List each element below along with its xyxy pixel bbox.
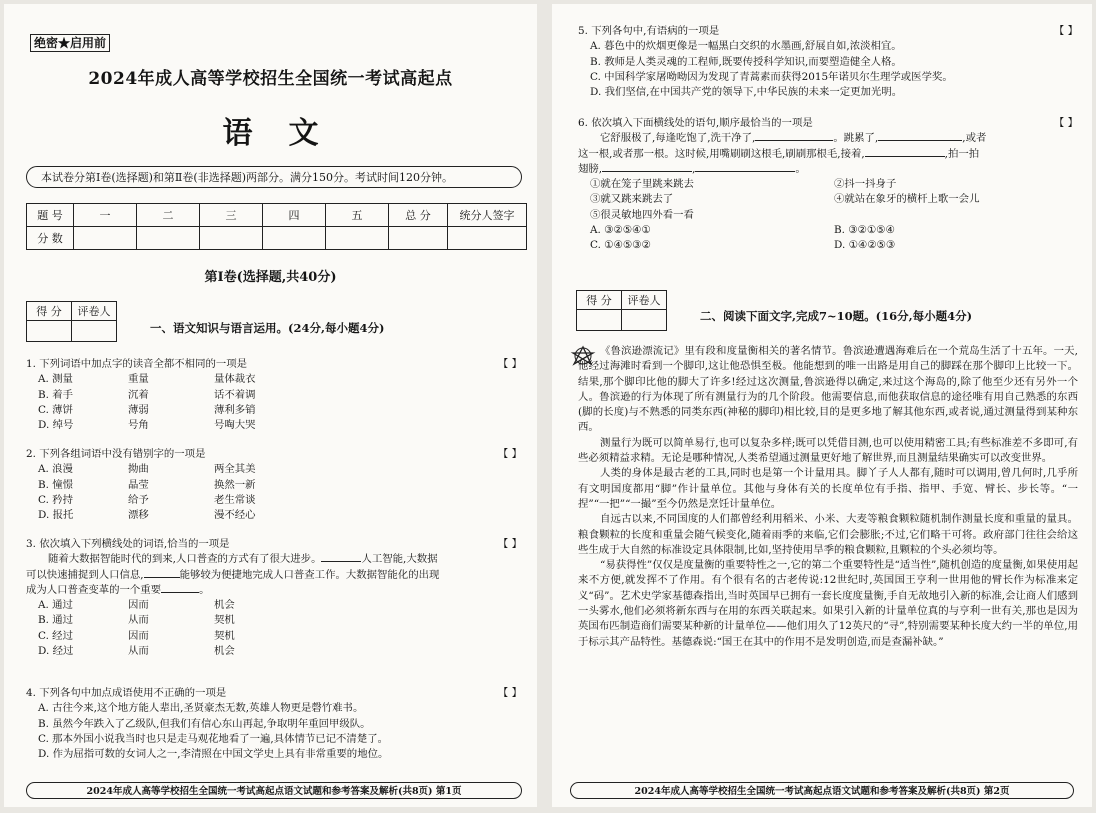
grader-score-cell (27, 321, 72, 342)
passage-paragraph: 人类的身体是最古老的工具,同时也是第一个计量用具。脚丫子人人都有,随时可以调用,曾几何时,几乎所有文明国度都用“脚”作计量单位。其他与身体有关的长度单位有手指、指甲、手宽、臂长、步长等。“一捏”“一把”“一撮”至今仍然是烹饪计量单位。 (578, 467, 1078, 510)
answer-box: 【 】 (1053, 25, 1078, 37)
answer-box: 【 】 (497, 358, 522, 370)
score-header-cell: 二 (137, 204, 200, 227)
question-2 (26, 447, 522, 523)
score-cell (74, 227, 137, 250)
option-c: C. 矜持 给予 老生常谈 (38, 493, 256, 506)
grader-name-label: 评卷人 (622, 291, 667, 310)
options-row: C. ①④⑤③② D. ①④②⑤③ (590, 239, 896, 252)
fill-blank (602, 171, 692, 172)
options-row: A. ③②⑤④① B. ③②①⑤④ (590, 224, 895, 237)
exam-notice: 本试卷分第Ⅰ卷(选择题)和第Ⅱ卷(非选择题)两部分。满分150分。考试时间120分钟。 (26, 166, 522, 188)
option-a: A. 古往今来,这个地方能人辈出,圣贤豪杰无数,英雄人物更是磬竹难书。 (38, 702, 364, 715)
exam-page-2 (552, 4, 1092, 807)
grader-box (576, 290, 667, 331)
subject-title: 语文 (222, 116, 355, 151)
passage-line: 随着大数据智能时代的到来,人口普查的方式有了很大进步。 人工智能,大数据 (48, 553, 438, 566)
answer-box: 【 】 (497, 538, 522, 550)
passage-line: 成为人口普查变革的一个重要 。 (26, 583, 210, 596)
grader-name-label: 评卷人 (72, 302, 117, 321)
exam-title: 2024年成人高等学校招生全国统一考试高起点 (88, 69, 453, 89)
question-3 (26, 537, 522, 659)
option-c: C. 那本外国小说我当时也只是走马观花地看了一遍,具体情节已记不清楚了。 (38, 732, 388, 745)
option-a: A. 通过 因而 机会 (38, 599, 235, 612)
grader-name-cell (72, 321, 117, 342)
question-stem: 1. 下列词语中加点字的读音全都不相同的一项是 (26, 358, 248, 370)
sentence-items-row: ①就在笼子里跳来跳去 ②抖一抖身子 (590, 178, 897, 191)
option-b: B. 憧憬 晶莹 换然一新 (38, 478, 256, 491)
grader-score-label: 得 分 (577, 291, 622, 310)
score-header-cell: 四 (263, 204, 326, 227)
grader-score-cell (577, 310, 622, 331)
passage-paragraph: 自远古以来,不同国度的人们都曾经利用稻米、小米、大麦等粮食颗粒随机制作测量长度和重量的量具。粮食颗粒的长度和重量会随气候变化,随着雨季的来临,它们会膨胀;不过,它们略干可将。政府部门往往会给这些生成于大自然的标准设定具体限制,比如,坚持使用旱季的粮食颗粒,且颗粒的个头必须均等。 (578, 513, 1078, 556)
score-header-cell: 五 (326, 204, 389, 227)
score-table (26, 203, 527, 250)
grader-name-cell (622, 310, 667, 331)
passage-line: 翅膀, , 。 (578, 162, 806, 175)
sentence-items-row: ③就又跳来跳去了 ④就站在象牙的横杆上歌一会儿 (590, 193, 980, 206)
option-d: D. 报托 漂移 漫不经心 (38, 509, 256, 522)
passage-line: 它舒服极了,每逢吃饱了,洗干净了, 。跳累了, ,或者 (600, 132, 987, 145)
sentence-items-row: ⑤很灵敏地四外看一看 (590, 208, 694, 221)
score-row-label: 分 数 (27, 227, 74, 250)
answer-box: 【 】 (1053, 117, 1078, 129)
option-b: B. 着手 沉着 话不着调 (38, 388, 256, 401)
passage-paragraph: 测量行为既可以简单易行,也可以复杂多样;既可以凭借目测,也可以使用精密工具;有些标准差不多即可,有些必须精益求精。无论是哪种情况,人类希望通过测量更好地了解世界,而且测量结果确实可以改变世界。 (578, 436, 1078, 465)
question-stem: 5. 下列各句中,有语病的一项是 (578, 25, 720, 37)
exam-page-1 (4, 4, 537, 807)
page-footer: 2024年成人高等学校招生全国统一考试高起点语文试题和参考答案及解析(共8页) 第1页 (26, 782, 522, 799)
score-header-cell: 题 号 (27, 204, 74, 227)
fill-blank (878, 140, 962, 141)
option-d: D. 作为屈指可数的女词人之一,李清照在中国文学史上具有非常重要的地位。 (38, 748, 389, 761)
fill-blank (161, 592, 199, 593)
score-header-cell: 总 分 (389, 204, 448, 227)
question-5 (578, 24, 1078, 100)
question-stem: 3. 依次填入下列横线处的词语,恰当的一项是 (26, 538, 230, 550)
question-stem: 2. 下列各组词语中没有错别字的一项是 (26, 448, 206, 460)
question-stem: 6. 依次填入下面横线处的语句,顺序最恰当的一项是 (578, 117, 813, 129)
confidential-label: 绝密★启用前 (30, 34, 110, 52)
volume-title: 第Ⅰ卷(选择题,共40分) (204, 270, 337, 285)
option-d: D. 经过 从而 机会 (38, 645, 235, 658)
score-cell (389, 227, 448, 250)
option-d: D. 我们坚信,在中国共产党的领导下,中华民族的未来一定更加光明。 (590, 86, 903, 99)
question-4 (26, 686, 522, 762)
fill-blank (695, 171, 795, 172)
fill-blank (865, 156, 945, 157)
score-cell (137, 227, 200, 250)
passage-paragraph: “易获得性”仅仅是度量衡的重要特性之一,它的第二个重要特性是“适当性”,随机创造的度量衡,如果使用起来不方便,就发挥不了作用。有个很有名的古老传说:12世纪时,英国国王亨利一世用他的臂长作为标准来定义“码”。艺术史学家基德森指出,当时英国早已拥有一套长度度量衡,手自无故地引入新的标准,会让商人们感到一头雾水,他们必须将新东西与在用的东西关联起来。如果引入新的计量单位真的与亨利一世有关,那也是因为英国布匹制造商们需要某种新的计量单位——他们用久了12英尺的“寻”,特别需要某种长度大约一半的单位,用于标示其产品特性。基德森说:“国王在其中的作用不是发明创造,而是查漏补缺。” (578, 559, 1078, 648)
option-a: A. 暮色中的炊烟更像是一幅黑白交织的水墨画,舒展自如,浓淡相宜。 (590, 40, 902, 53)
section-2-heading: 二、阅读下面文字,完成7~10题。(16分,每小题4分) (700, 309, 973, 323)
option-c: C. 经过 因而 契机 (38, 629, 235, 642)
score-cell (200, 227, 263, 250)
score-header-cell: 一 (74, 204, 137, 227)
passage-paragraph: 《鲁滨逊漂流记》里有段和度量衡相关的著名情节。鲁滨逊遭遇海难后在一个荒岛生活了十五年。一天,他经过海滩时看到一个脚印,这让他恐惧至极。他能想到的唯一出路是用自己的脚踩在那个脚印上比较一下。结果,那个脚印比他的脚大了许多!经过这次测量,鲁滨逊得以确定,来过这个海岛的,除了他至少还有另外一个人。鲁滨逊的行为体现了所有测量行为的几个阶段。他需要信息,而他获取信息的途径唯有用自己熟悉的东西(脚的长度)与不熟悉的同类东西(神秘的脚印)相比较,目的是更多地了解其他东西,或者说,通过测量得到某种东西。 (578, 345, 1078, 434)
page-footer: 2024年成人高等学校招生全国统一考试高起点语文试题和参考答案及解析(共8页) 第2页 (570, 782, 1074, 799)
option-b: B. 虽然今年跌入了乙级队,但我们有信心东山再起,争取明年重回甲级队。 (38, 717, 371, 730)
section-1-heading: 一、语文知识与语言运用。(24分,每小题4分) (150, 321, 385, 335)
option-a: A. 浪漫 拗曲 两全其美 (38, 463, 256, 476)
score-cell (263, 227, 326, 250)
question-1 (26, 357, 522, 433)
fill-blank (755, 140, 833, 141)
option-b: B. 教师是人类灵魂的工程师,既要传授科学知识,而要塑造健全人格。 (590, 55, 902, 68)
fill-blank (321, 561, 361, 562)
question-6 (578, 116, 1078, 254)
passage-line: 这一根,或者那一根。这时候,用嘴刷刷这根毛,刷刷那根毛,接着, ,拍一拍 (578, 147, 980, 160)
grader-box (26, 301, 117, 342)
answer-box: 【 】 (497, 687, 522, 699)
option-a: A. 测量 重量 量体裁衣 (38, 373, 256, 386)
option-d: D. 绰号 号角 号啕大哭 (38, 419, 256, 432)
question-stem: 4. 下列各句中加点成语使用不正确的一项是 (26, 687, 227, 699)
score-cell (448, 227, 527, 250)
option-c: C. 中国科学家屠呦呦因为发现了青蒿素而获得2015年诺贝尔生理学或医学奖。 (590, 70, 953, 83)
option-b: B. 通过 从而 契机 (38, 614, 235, 627)
score-header-cell: 统分人签字 (448, 204, 527, 227)
reading-passage (578, 344, 1078, 650)
passage-line: 可以快速捕捉到人口信息, 能够较为便捷地完成人口普查工作。大数据智能化的出现 (26, 568, 440, 581)
score-header-cell: 三 (200, 204, 263, 227)
score-cell (326, 227, 389, 250)
grader-score-label: 得 分 (27, 302, 72, 321)
fill-blank (144, 577, 180, 578)
answer-box: 【 】 (497, 448, 522, 460)
option-c: C. 薄饼 薄弱 薄利多销 (38, 403, 256, 416)
